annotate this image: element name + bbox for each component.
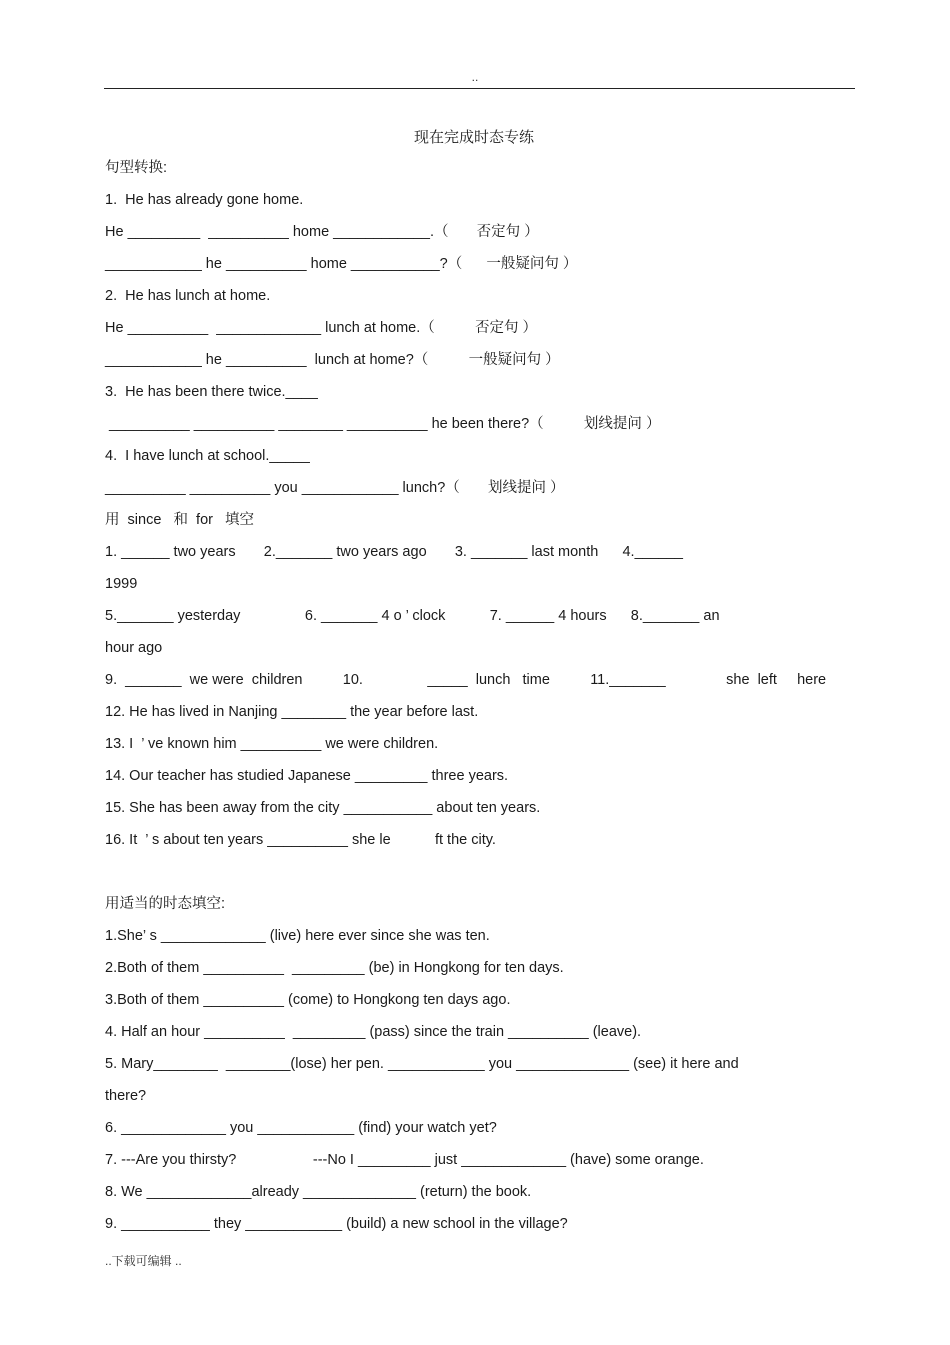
exercise-line: He _________ __________ home ____________.（ 否定句 ） bbox=[105, 224, 539, 240]
exercise-line: 1. ______ two years 2._______ two years ago 3. _______ last month 4.______ bbox=[105, 544, 683, 560]
header-dots: .. bbox=[471, 70, 479, 84]
exercise-line: 4. I have lunch at school._____ bbox=[105, 448, 310, 464]
exercise-line: 3.Both of them __________ (come) to Hongkong ten days ago. bbox=[105, 992, 511, 1008]
exercise-line: 8. We _____________already ______________ (return) the book. bbox=[105, 1184, 532, 1200]
page-title: 现在完成时态专练 bbox=[413, 129, 534, 146]
exercise-line: 5. Mary________ ________(lose) her pen. ____________ you ______________ (see) it here and bbox=[105, 1056, 739, 1072]
exercise-line: 2. He has lunch at home. bbox=[105, 288, 271, 304]
page-footer: ..下载可编辑 .. bbox=[105, 1254, 182, 1268]
exercise-line: ____________ he __________ lunch at home?（ 一般疑问句 ） bbox=[105, 352, 560, 368]
exercise-line: ____________ he __________ home ___________?（ 一般疑问句 ） bbox=[105, 256, 578, 272]
exercise-line: 6. _____________ you ____________ (find) your watch yet? bbox=[105, 1120, 497, 1136]
header-rule bbox=[104, 88, 855, 89]
exercise-line: 4. Half an hour __________ _________ (pass) since the train __________ (leave). bbox=[105, 1024, 642, 1040]
exercise-line: 15. She has been away from the city ___________ about ten years. bbox=[105, 800, 541, 816]
exercise-line: __________ __________ ________ __________ he been there?（ 划线提问 ） bbox=[105, 416, 661, 432]
exercise-line: 7. ---Are you thirsty? ---No I _________ just _____________ (have) some orange. bbox=[105, 1152, 704, 1168]
exercise-line: 9. _______ we were children 10. _____ lunch time 11._______ she left here bbox=[105, 672, 827, 688]
section-heading-tense: 用适当的时态填空: bbox=[105, 896, 226, 912]
section-heading-since-for: 用 since 和 for 填空 bbox=[105, 512, 255, 528]
exercise-line: 14. Our teacher has studied Japanese _________ three years. bbox=[105, 768, 509, 784]
exercise-line: 3. He has been there twice.____ bbox=[105, 384, 318, 400]
section-heading-transform: 句型转换: bbox=[105, 160, 168, 176]
exercise-line: __________ __________ you ____________ lunch?（ 划线提问 ） bbox=[105, 480, 565, 496]
exercise-line: there? bbox=[105, 1088, 147, 1104]
exercise-line: 9. ___________ they ____________ (build) a new school in the village? bbox=[105, 1216, 568, 1232]
exercise-line: 2.Both of them __________ _________ (be) in Hongkong for ten days. bbox=[105, 960, 564, 976]
exercise-line: 16. It ’ s about ten years __________ she le ft the city. bbox=[105, 832, 496, 848]
exercise-line: He __________ _____________ lunch at home.（ 否定句 ） bbox=[105, 320, 538, 336]
exercise-line: 12. He has lived in Nanjing ________ the year before last. bbox=[105, 704, 479, 720]
exercise-line: 1.She’ s _____________ (live) here ever since she was ten. bbox=[105, 928, 490, 944]
exercise-line: 1999 bbox=[105, 576, 138, 592]
exercise-line: 5._______ yesterday 6. _______ 4 o ’ clock 7. ______ 4 hours 8._______ an bbox=[105, 608, 720, 624]
exercise-line: 1. He has already gone home. bbox=[105, 192, 304, 208]
exercise-line: 13. I ’ ve known him __________ we were children. bbox=[105, 736, 439, 752]
exercise-line: hour ago bbox=[105, 640, 163, 656]
